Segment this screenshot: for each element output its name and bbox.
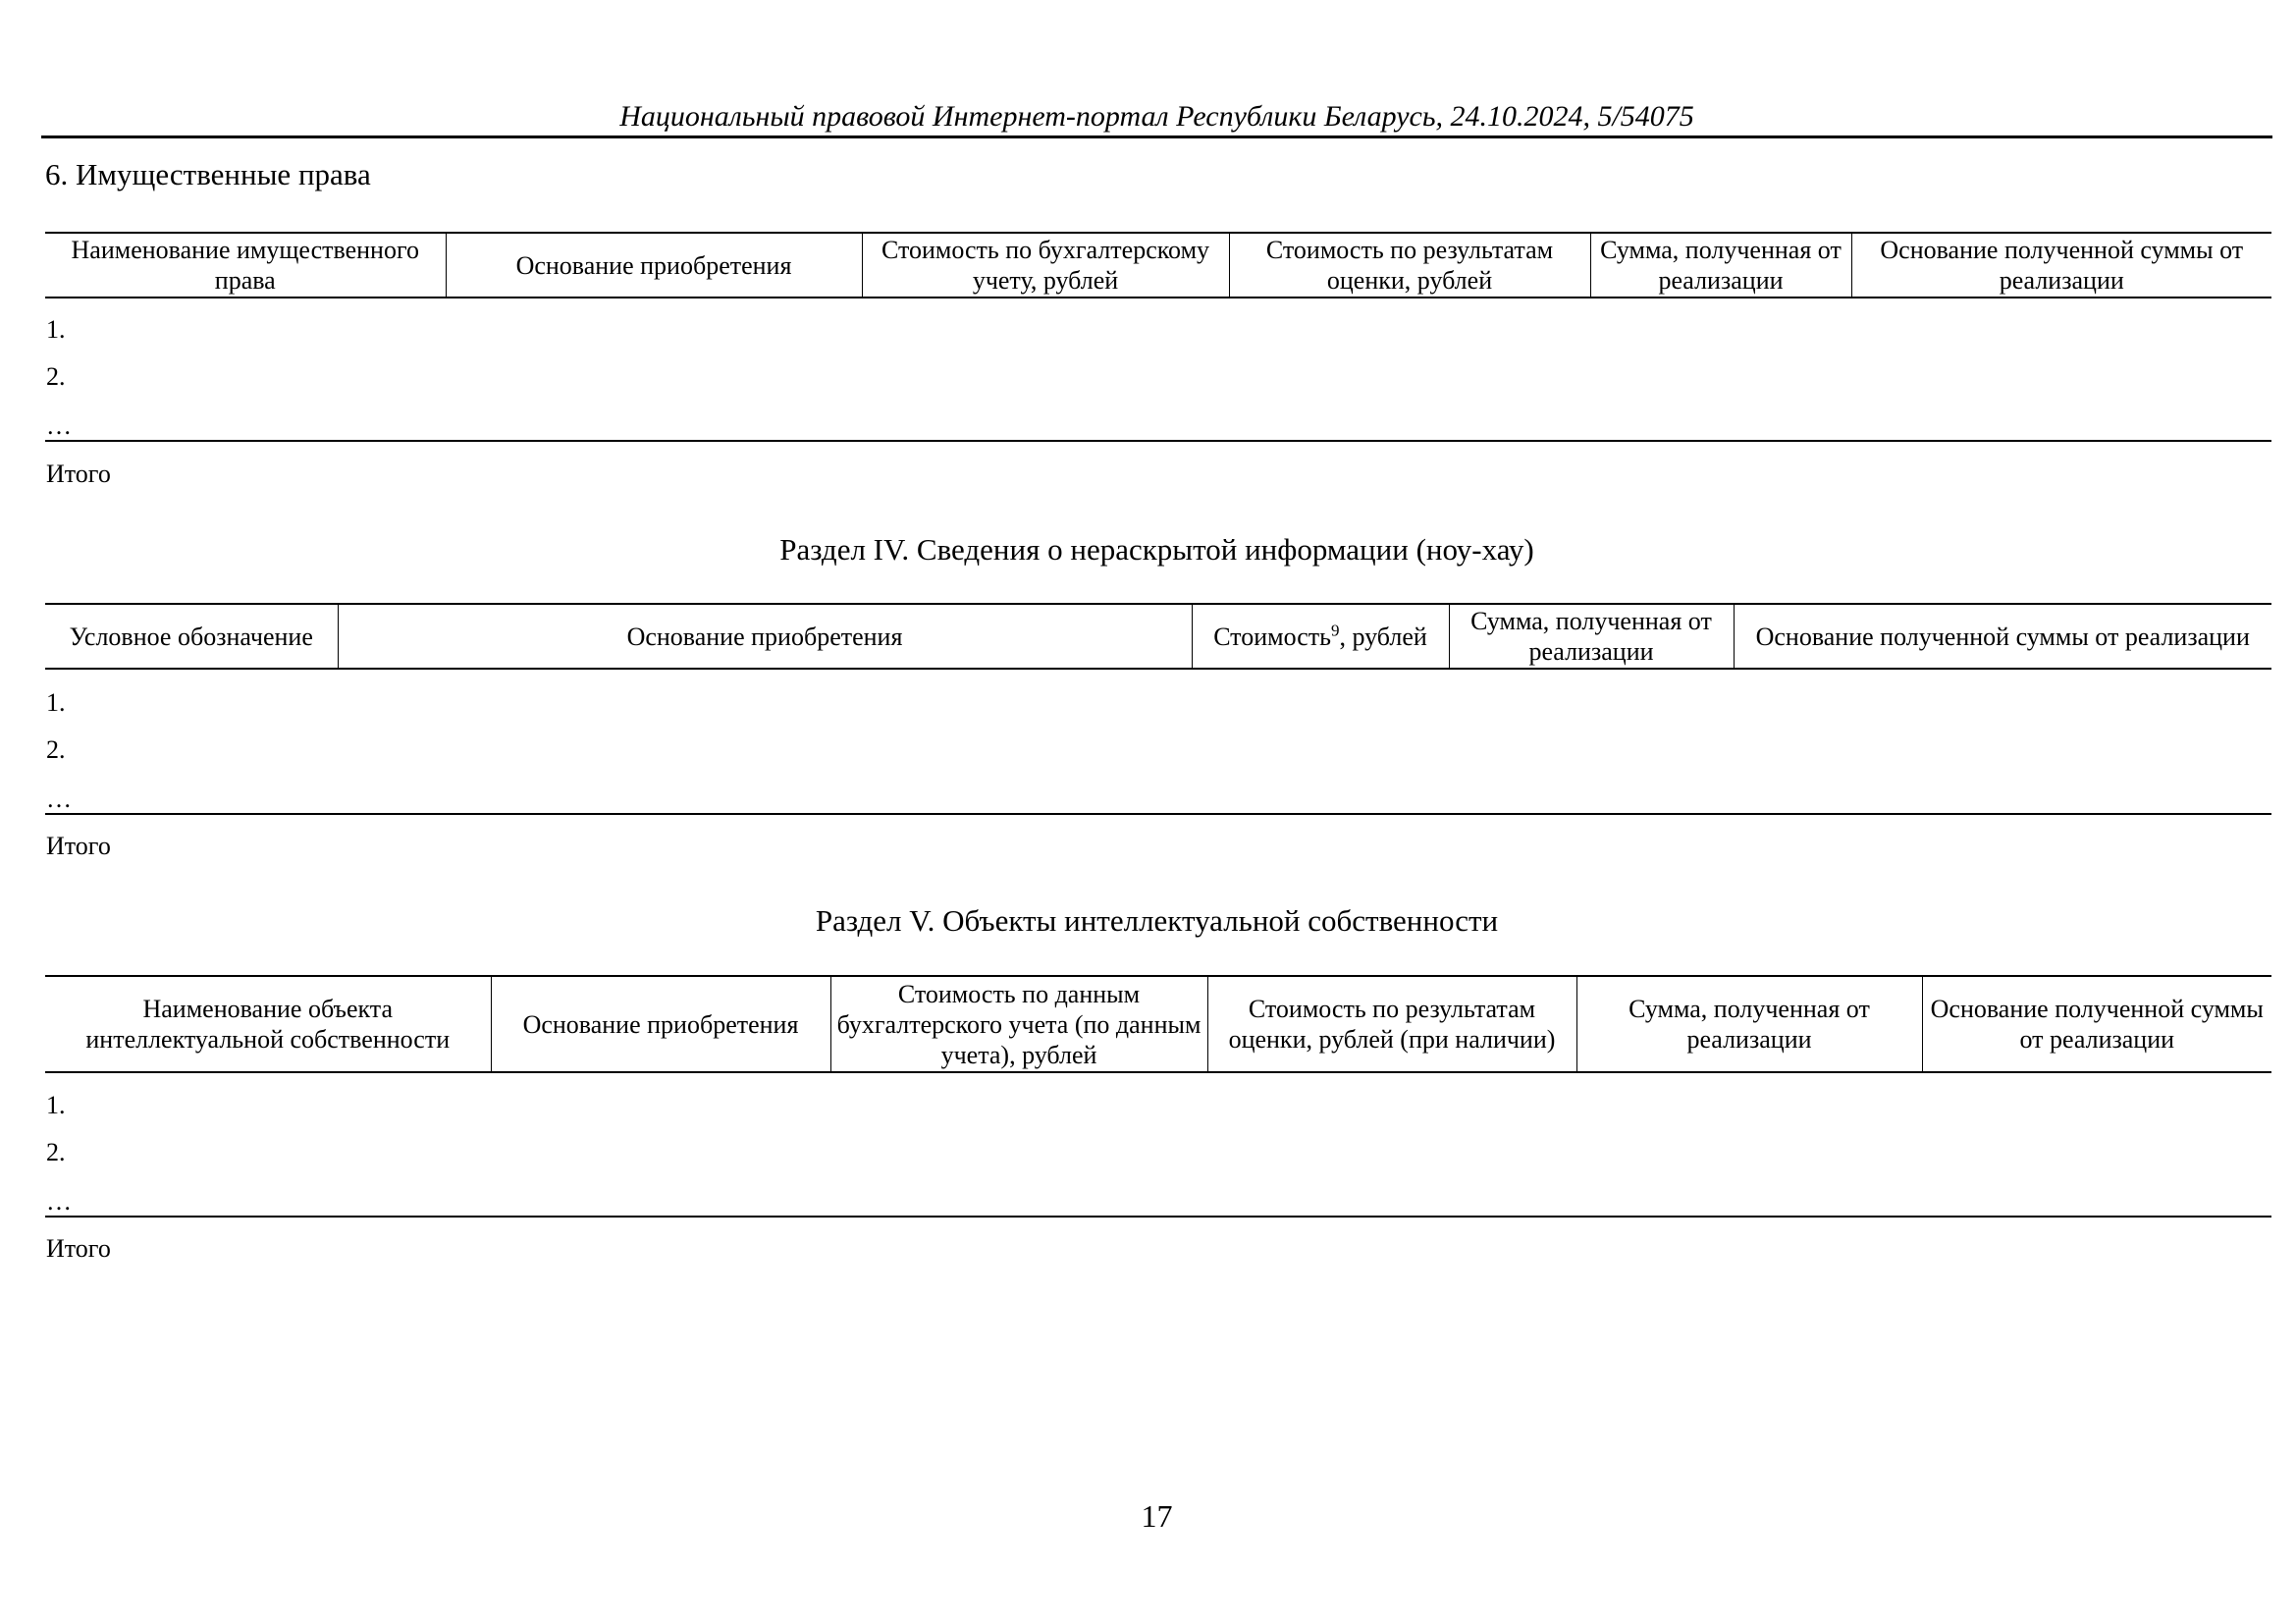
col-value xyxy=(1192,604,1449,669)
col-designation: Условное обозначение xyxy=(45,604,338,669)
section5-header-row xyxy=(45,976,2271,1072)
row-number: 2. xyxy=(46,735,66,764)
total-rule xyxy=(45,1216,2271,1218)
col-appraised-value: Стоимость по результатам оценки, рублей (при наличии) xyxy=(1207,976,1576,1072)
section4-title: Раздел IV. Сведения о нераскрытой информации (ноу-хау) xyxy=(779,532,1534,567)
row-number: 2. xyxy=(46,362,66,391)
row-number: 1. xyxy=(46,1091,66,1119)
col-sale-basis: Основание полученной суммы от реализации xyxy=(1851,233,2271,298)
col-sale-amount: Сумма, полученная от реализации xyxy=(1576,976,1922,1072)
page-number: 17 xyxy=(1141,1498,1173,1534)
section5-title: Раздел V. Объекты интеллектуальной собственности xyxy=(815,903,1499,938)
section6-title: 6. Имущественные права xyxy=(45,157,371,191)
col-acquisition-basis: Основание приобретения xyxy=(446,233,862,298)
total-label: Итого xyxy=(46,1234,111,1263)
row-ellipsis: … xyxy=(46,1187,72,1216)
col-ip-object-name: Наименование объекта интеллектуальной собственности xyxy=(45,976,491,1072)
row-ellipsis: … xyxy=(46,785,72,813)
total-rule xyxy=(45,440,2271,442)
col-sale-amount: Сумма, полученная от реализации xyxy=(1590,233,1851,298)
section4-header-row xyxy=(45,604,2271,669)
col-book-value: Стоимость по бухгалтерскому учету, рублей xyxy=(862,233,1229,298)
col-acquisition-basis: Основание приобретения xyxy=(338,604,1192,669)
col-sale-basis: Основание полученной суммы от реализации xyxy=(1922,976,2271,1072)
row-number: 2. xyxy=(46,1138,66,1166)
col-sale-amount: Сумма, полученная от реализации xyxy=(1449,604,1734,669)
section6-table xyxy=(45,232,2271,298)
row-number: 1. xyxy=(46,688,66,717)
section6-header-row xyxy=(45,233,2271,298)
row-number: 1. xyxy=(46,315,66,344)
col-value-label: Стоимость xyxy=(1213,622,1331,651)
col-value-unit: , рублей xyxy=(1339,622,1427,651)
portal-header: Национальный правовой Интернет-портал Республики Беларусь, 24.10.2024, 5/54075 xyxy=(619,100,1694,133)
col-appraised-value: Стоимость по результатам оценки, рублей xyxy=(1229,233,1590,298)
total-label: Итого xyxy=(46,832,111,860)
footnote-marker: 9 xyxy=(1330,620,1340,639)
section4-table xyxy=(45,603,2271,670)
row-ellipsis: … xyxy=(46,411,72,440)
section5-table xyxy=(45,975,2271,1073)
total-rule xyxy=(45,813,2271,815)
col-acquisition-basis: Основание приобретения xyxy=(491,976,830,1072)
col-book-value: Стоимость по данным бухгалтерского учета (по данным учета), рублей xyxy=(830,976,1207,1072)
header-rule xyxy=(41,135,2272,138)
total-label: Итого xyxy=(46,460,111,488)
col-sale-basis: Основание полученной суммы от реализации xyxy=(1734,604,2271,669)
col-property-right-name: Наименование имущественного права xyxy=(45,233,446,298)
